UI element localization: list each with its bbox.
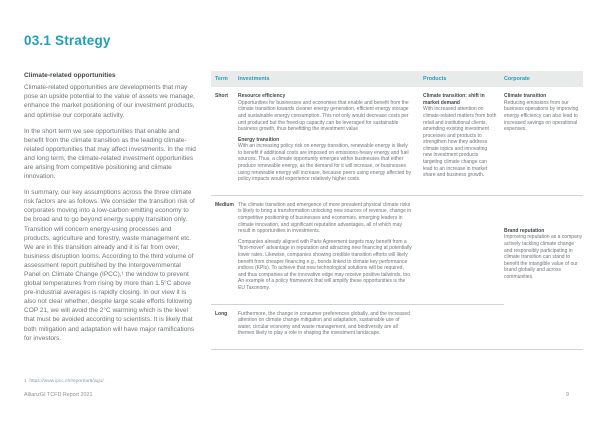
block-text: Reducing emissions from our business operations by improving energy efficiency can also lead to increased savings on operational expenses. [504, 99, 579, 133]
table-header-term: Term [211, 71, 238, 87]
resource-efficiency-block [238, 93, 413, 133]
block-heading: Resource efficiency [238, 93, 286, 100]
block-text: The climate transition and emergence of more prevalent physical climate risks is likely to bring a transformation unlocking new sources of revenue, change in competitive positioning of businesses and economies, emerging leaders in climate innovation, and significant reputation advantages, all of which may result in opportunities in investments. [238, 201, 412, 235]
summary-paragraph: In summary, our key assumptions across the three climate risk factors are as follows. We consider the transition risk of corporates moving into a low-carbon emitting economy to be broad and to go beyond energy supply transition only. Transition will concern energy-using processes and products, agriculture and forestry, waste management etc. We are in this transition already and it is far from over; business disruption looms. According to the third volume of assessment report published by the Intergovernmental Panel on Climate Change (IPCC),¹ the window to prevent global temperatures from rising by more than 1.5°C above pre-industrial averages is rapidly closing. In our view it is also not clear whether, despite large scale efforts following COP 21, we will avoid the 2°C warming which is the level that must be avoided according to scientists. It is likely that both mitigation and adaptation will have major ramifications for investors. [24, 189, 195, 342]
block-text: With an increasing policy risk on energy transition, renewable energy is likely to benefit if additional costs are imposed on emissions-heavy energy and fuel sources. Thus, a climate opportunity emerges within businesses that either produce renewable energy, as the demand for it will increase, or businesses using renewable energy will increase, because peers using energy affected by policy impacts would experience relatively higher costs. [238, 143, 412, 183]
climate-transition-block [504, 93, 583, 133]
footnote-link[interactable]: https://www.ipcc.ch/report/ar6/wg1/ [29, 379, 104, 384]
block-heading: Climate transition: shift in market demand [423, 93, 485, 106]
short-investments-cell [238, 87, 423, 195]
block-text: With increased attention on climate-related matters from both retail and institutional clients, amending existing investment processes and products to strengthen how they address climate topics and innovating new investment products targeting climate change can lead to an increase in market share and business growth. [423, 106, 497, 179]
block-text: Companies already aligned with Paris Agreement targets may benefit from a “first-mover” advantage in reputation and attracting new financing at potentially lower rates. Likewise, companies showing credible transition efforts will likely benefit from cheaper financing e.g., bonds linked to climate key performance indices (KPIs). To achieve that new technological solutions will be required, and thus companies at the innovative edge may receive positive tailwinds, too. An example of a policy framework that will amplify these opportunities is the EU Taxonomy. [238, 238, 412, 291]
term-label-short: Short [215, 93, 229, 100]
short-corporate-cell [504, 87, 583, 195]
term-label-long: Long [215, 310, 228, 317]
footnote-marker: 1 [24, 379, 27, 384]
medium-investments-cell [238, 196, 423, 304]
left-column [24, 71, 196, 350]
short-products-cell [423, 87, 504, 195]
report-footer: AllianzGI TCFD Report 2021 [24, 392, 93, 398]
long-investments-cell [238, 305, 423, 349]
table-header-corporate: Corporate [504, 71, 583, 87]
block-text: Opportunities for businesses and economies that enable and benefit from the climate transition towards cleaner energy generation, efficient energy storage and sustainable energy consumption. This not only would decrease costs per unit produced but the freed-up capacity can be leveraged for sustainable business growth, thus benefitting the investment value [238, 99, 409, 133]
term-label-medium: Medium [215, 201, 234, 208]
block-heading: Energy transition [238, 136, 280, 143]
page-number: 9 [566, 392, 569, 398]
block-heading: Climate transition [504, 93, 547, 100]
block-text: Improving reputation as a company actively tackling climate change and responsibly participating in climate transition can stand to benefit the intangible value of our brand globally and across communities. [504, 234, 583, 280]
page-title: 03.1 Strategy [24, 33, 111, 48]
intro-paragraph: Climate-related opportunities are developments that may pose an upside potential to the value of assets we manage, enhance the market positioning of our investment products, and optimise our corporate activity. [24, 84, 195, 119]
market-demand-block [423, 93, 497, 179]
opportunities-heading: Climate-related opportunities [24, 72, 116, 79]
medium-corporate-cell [504, 196, 583, 349]
block-text: Furthermore, the change in consumer preferences globally, and the increased attention on climate change mitigation and adaptation, sustainable use of water, circular economy and waste management, and biodiversity are all themes likely to play a role in shaping the investment landscape. [238, 310, 410, 337]
table-header-products: Products [423, 71, 504, 87]
long-products-cell [423, 305, 504, 349]
block-heading: Brand reputation [504, 227, 545, 234]
table-header-investments: Investments [238, 71, 423, 87]
short-term-paragraph: In the short term we see opportunities that enable and benefit from the climate transition as the leading climate-related opportunities that may affect investments. In the mid and long term, the climate-related investment opportunities are arising from competitive positioning and climate innovation. [24, 127, 196, 181]
medium-products-cell [423, 196, 504, 304]
brand-reputation-block [504, 228, 583, 281]
footnote [24, 379, 104, 384]
opportunities-table [211, 71, 583, 350]
energy-transition-block [238, 137, 413, 183]
table-bottom-rule [211, 349, 583, 350]
